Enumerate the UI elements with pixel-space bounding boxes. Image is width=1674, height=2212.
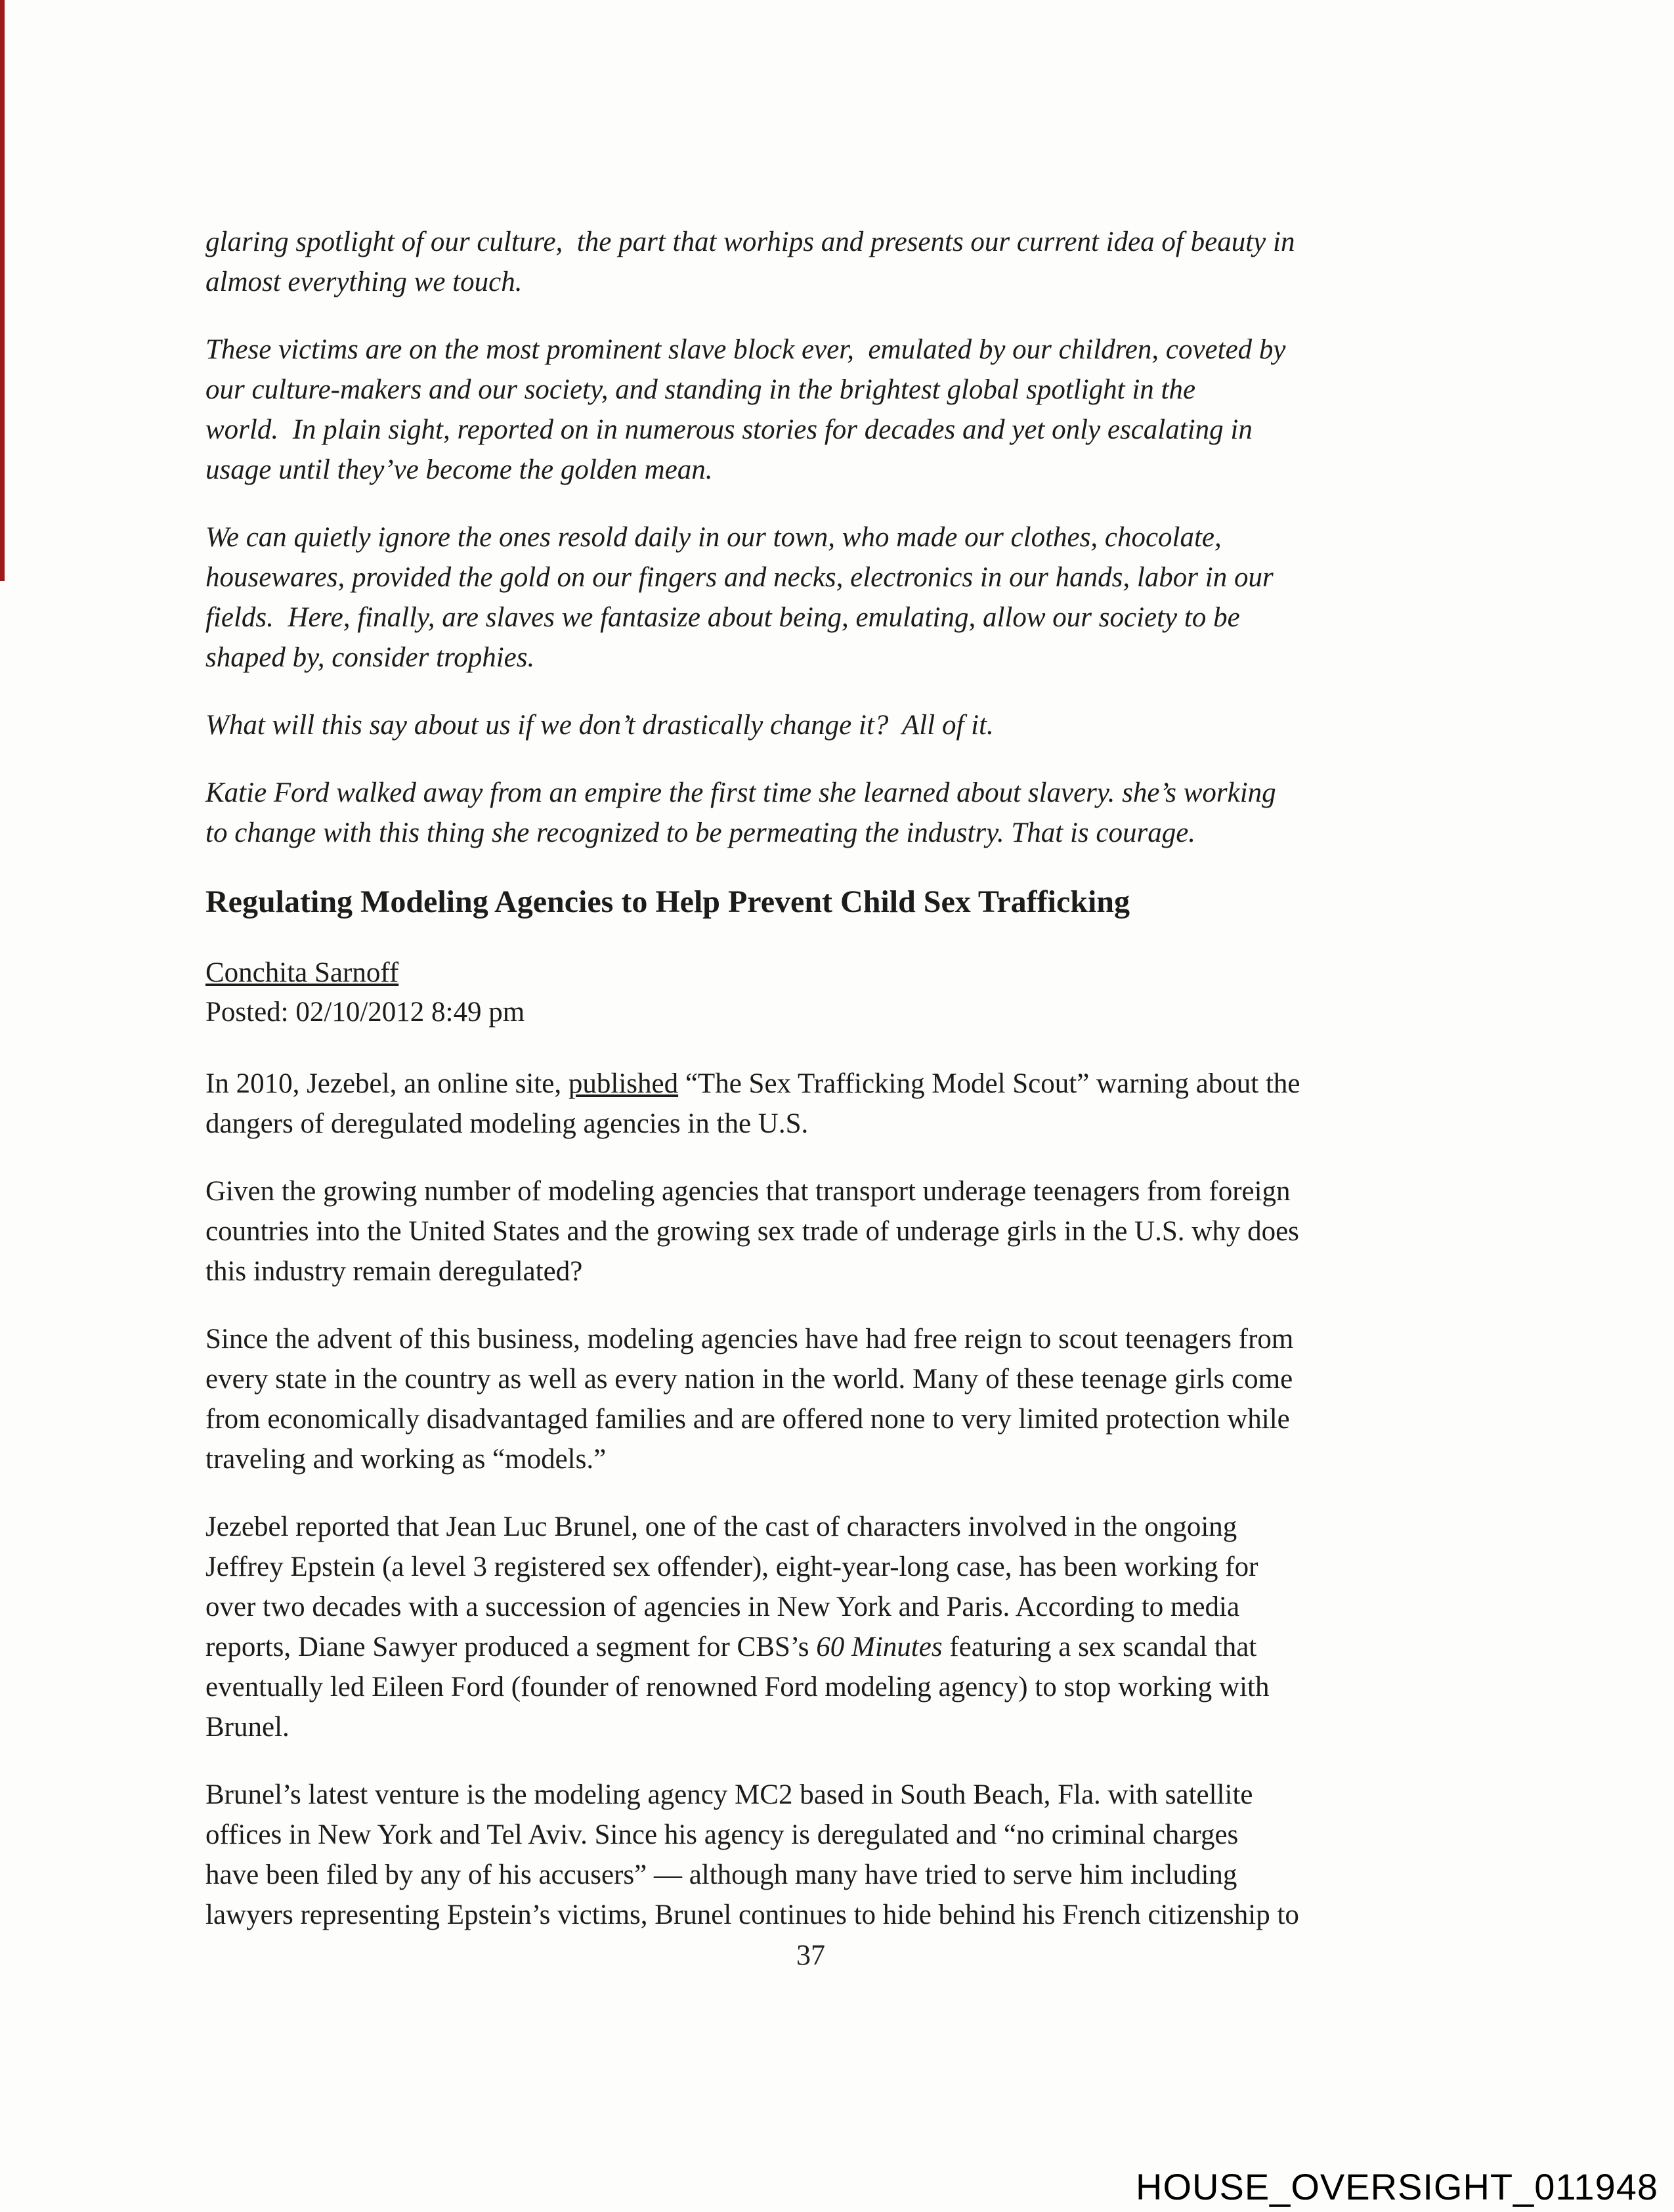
text-line: almost everything we touch. <box>205 267 523 297</box>
text-line: from economically disadvantaged families and are offered none to very limited protection while <box>205 1404 1290 1435</box>
text-line: have been filed by any of his accusers” — although many have tried to serve him including <box>205 1859 1237 1890</box>
text-line: Katie Ford walked away from an empire the first time she learned about slavery. she’s working <box>205 777 1276 808</box>
paragraph <box>205 330 1463 490</box>
text-line: our culture-makers and our society, and standing in the brightest global spotlight in the <box>205 374 1196 405</box>
text-line: Jeffrey Epstein (a level 3 registered sex offender), eight-year-long case, has been working for <box>205 1551 1258 1582</box>
italic-text: 60 Minutes <box>816 1632 943 1662</box>
text-line: Jezebel reported that Jean Luc Brunel, one of the cast of characters involved in the ongoing <box>205 1511 1237 1542</box>
text-line: countries into the United States and the growing sex trade of underage girls in the U.S. why does <box>205 1216 1299 1247</box>
text-run: In 2010, Jezebel, an online site, <box>205 1068 569 1099</box>
article-body <box>205 222 1463 1963</box>
paragraph <box>205 222 1463 302</box>
paragraph <box>205 1507 1463 1747</box>
article-heading: Regulating Modeling Agencies to Help Prevent Child Sex Trafficking <box>205 884 1130 919</box>
paragraph <box>205 1171 1463 1291</box>
text-line: fields. Here, finally, are slaves we fantasize about being, emulating, allow our society to be <box>205 602 1240 633</box>
page-number: 37 <box>796 1939 825 1971</box>
text-run: reports, Diane Sawyer produced a segment for CBS’s <box>205 1632 817 1662</box>
text-line <box>205 1627 1463 1667</box>
text-line: We can quietly ignore the ones resold daily in our town, who made our clothes, chocolate, <box>205 522 1222 553</box>
text-line: These victims are on the most prominent slave block ever, emulated by our children, coveted by <box>205 334 1286 365</box>
text-line: Since the advent of this business, modeling agencies have had free reign to scout teenagers from <box>205 1324 1294 1355</box>
text-run: “The Sex Trafficking Model Scout” warning about the <box>678 1068 1300 1099</box>
paragraph <box>205 1319 1463 1479</box>
paragraph <box>205 1775 1463 1935</box>
text-line: offices in New York and Tel Aviv. Since his agency is deregulated and “no criminal charges <box>205 1819 1239 1850</box>
text-line <box>205 1064 1463 1104</box>
text-line: usage until they’ve become the golden mean. <box>205 454 713 485</box>
paragraph <box>205 1064 1463 1144</box>
bates-stamp: HOUSE_OVERSIGHT_011948 <box>1136 2166 1658 2207</box>
paragraph <box>205 705 1463 745</box>
text-line: lawyers representing Epstein’s victims, Brunel continues to hide behind his French citizenship to <box>205 1899 1299 1930</box>
scan-edge-artifact <box>0 0 5 581</box>
text-line: traveling and working as “models.” <box>205 1444 607 1475</box>
text-line: Brunel. <box>205 1712 290 1743</box>
text-line: What will this say about us if we don’t drastically change it? All of it. <box>205 710 994 741</box>
byline-link <box>205 954 1463 992</box>
text-line: housewares, provided the gold on our fingers and necks, electronics in our hands, labor in our <box>205 562 1274 593</box>
paragraph <box>205 517 1463 678</box>
text-line: every state in the country as well as every nation in the world. Many of these teenage girls come <box>205 1364 1293 1395</box>
link-text: published <box>568 1068 679 1099</box>
text-line: this industry remain deregulated? <box>205 1256 583 1287</box>
text-line: over two decades with a succession of agencies in New York and Paris. According to media <box>205 1592 1240 1622</box>
text-line: glaring spotlight of our culture, the part that worhips and presents our current idea of beauty in <box>205 227 1295 257</box>
byline-text: Conchita Sarnoff <box>205 957 399 988</box>
paragraph <box>205 773 1463 853</box>
text-line: eventually led Eileen Ford (founder of renowned Ford modeling agency) to stop working with <box>205 1672 1270 1702</box>
posted-timestamp: Posted: 02/10/2012 8:49 pm <box>205 997 525 1028</box>
text-line: world. In plain sight, reported on in numerous stories for decades and yet only escalating in <box>205 414 1253 445</box>
text-line: to change with this thing she recognized to be permeating the industry. That is courage. <box>205 817 1196 848</box>
text-line: Given the growing number of modeling agencies that transport underage teenagers from foreign <box>205 1176 1291 1207</box>
text-line: Brunel’s latest venture is the modeling agency MC2 based in South Beach, Fla. with satellite <box>205 1779 1253 1810</box>
text-line: dangers of deregulated modeling agencies in the U.S. <box>205 1108 809 1139</box>
text-line: shaped by, consider trophies. <box>205 642 535 673</box>
text-run: featuring a sex scandal that <box>942 1632 1257 1662</box>
